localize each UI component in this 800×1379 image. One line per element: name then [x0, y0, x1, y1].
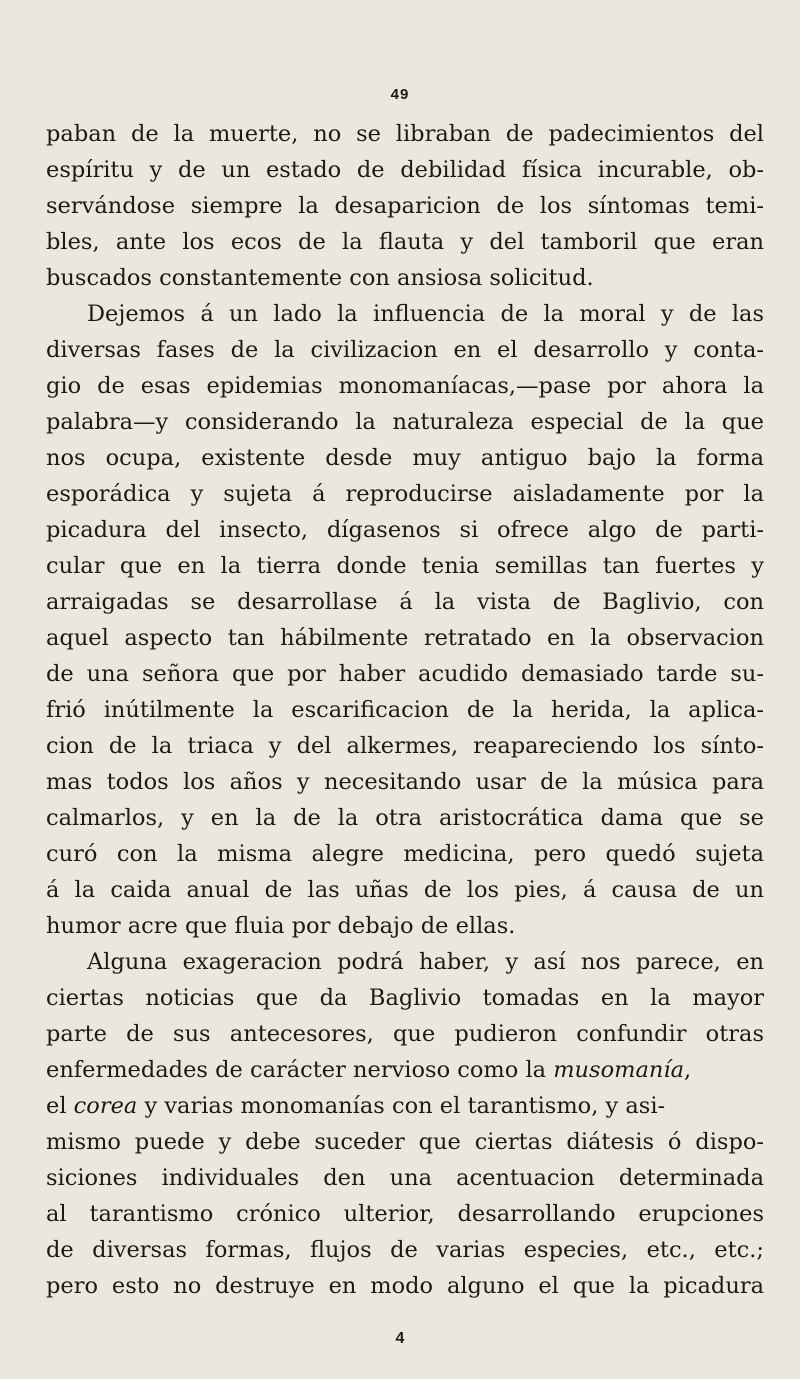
text-line: parte de sus antecesores, que pudieron confundir otras — [46, 1021, 764, 1047]
italic-term: musomanía — [553, 1057, 684, 1083]
text-line: esporádica y sujeta á reproducirse aisladamente por la — [46, 481, 764, 507]
text-line: picadura del insecto, dígasenos si ofrece algo de parti- — [46, 517, 764, 543]
text-line: pero esto no destruye en modo alguno el que la picadura — [46, 1273, 764, 1299]
text-line: diversas fases de la civilizacion en el desarrollo y conta- — [46, 337, 764, 363]
text-line: cion de la triaca y del alkermes, reapareciendo los sínto- — [46, 733, 764, 759]
text-line: Dejemos á un lado la influencia de la moral y de las — [87, 301, 764, 327]
text-line: gio de esas epidemias monomaníacas,—pase por ahora la — [46, 373, 764, 399]
signature-mark: 4 — [395, 1330, 405, 1347]
text-line: calmarlos, y en la de la otra aristocrática dama que se — [46, 805, 764, 831]
text-line: bles, ante los ecos de la flauta y del tamboril que eran — [46, 229, 764, 255]
text-line: enfermedades de carácter nervioso como la musomanía, — [46, 1057, 692, 1083]
text-line: arraigadas se desarrollase á la vista de Baglivio, con — [46, 589, 764, 615]
text-line: buscados constantemente con ansiosa solicitud. — [46, 265, 594, 291]
text-line: al tarantismo crónico ulterior, desarrollando erupciones — [46, 1201, 764, 1227]
text-line: palabra—y considerando la naturaleza especial de la que — [46, 409, 764, 435]
text-line: curó con la misma alegre medicina, pero quedó sujeta — [46, 841, 764, 867]
text-line: servándose siempre la desaparicion de los síntomas temi- — [46, 193, 764, 219]
page-number: 49 — [390, 86, 410, 103]
text-line: aquel aspecto tan hábilmente retratado en la observacion — [46, 625, 764, 651]
italic-term: corea — [73, 1093, 138, 1119]
text-line: ciertas noticias que da Baglivio tomadas en la mayor — [46, 985, 764, 1011]
text-line: nos ocupa, existente desde muy antiguo bajo la forma — [46, 445, 764, 471]
text-line: humor acre que fluia por debajo de ellas. — [46, 913, 516, 939]
text-line: á la caida anual de las uñas de los pies, á causa de un — [46, 877, 764, 903]
text-line: espíritu y de un estado de debilidad física incurable, ob- — [46, 157, 764, 183]
text-line: frió inútilmente la escarificacion de la herida, la aplica- — [46, 697, 764, 723]
text-line: mismo puede y debe suceder que ciertas diátesis ó dispo- — [46, 1129, 764, 1155]
text-line: paban de la muerte, no se libraban de padecimientos del — [46, 121, 764, 147]
text-line: de una señora que por haber acudido demasiado tarde su- — [46, 661, 764, 687]
text-line: de diversas formas, flujos de varias especies, etc., etc.; — [46, 1237, 764, 1263]
text-line: el corea y varias monomanías con el tarantismo, y asi- — [46, 1093, 666, 1119]
text-line: cular que en la tierra donde tenia semillas tan fuertes y — [46, 553, 764, 579]
text-line: mas todos los años y necesitando usar de la música para — [46, 769, 764, 795]
text-line: Alguna exageracion podrá haber, y así nos parece, en — [87, 949, 764, 975]
text-line: siciones individuales den una acentuacion determinada — [46, 1165, 764, 1191]
